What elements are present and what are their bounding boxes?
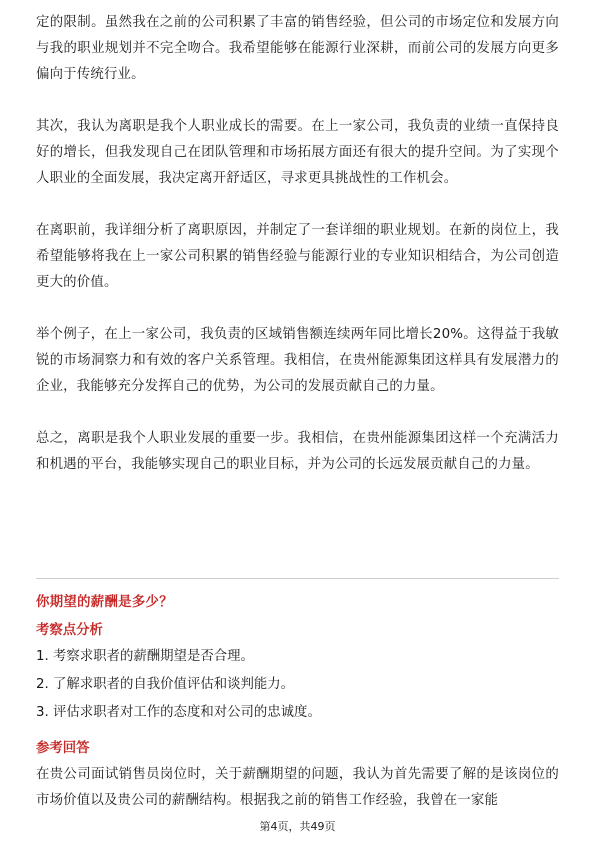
answer-text: 在贵公司面试销售员岗位时，关于薪酬期望的问题，我认为首先需要了解的是该岗位的市场价值以及贵公司的薪酬结构。根据我之前的销售工作经验，我曾在一家能: [36, 767, 559, 808]
page-footer: 第4页，共49页: [259, 820, 336, 833]
list-item: 2. 了解求职者的自我价值评估和谈判能力。: [36, 677, 295, 692]
paragraph: 其次，我认为离职是我个人职业成长的需要。在上一家公司，我负责的业绩一直保持良好的增长，但我发现自己在团队管理和市场拓展方面还有很大的提升空间。为了实现个人职业的全面发展，我决定离开舒适区，寻求更具挑战性的工作机会。: [36, 119, 559, 186]
paragraph: 举个例子，在上一家公司，我负责的区域销售额连续两年同比增长20%。这得益于我敏锐的市场洞察力和有效的客户关系管理。我相信，在贵州能源集团这样具有发展潜力的企业，我能够充分发挥自己的优势，为公司的发展贡献自己的力量。: [36, 327, 559, 394]
list-item: 1. 考察求职者的薪酬期望是否合理。: [36, 649, 254, 664]
analysis-list: [36, 644, 559, 728]
reference-heading: 参考回答: [36, 741, 90, 756]
section-divider: [36, 578, 559, 579]
paragraph: 总之，离职是我个人职业发展的重要一步。我相信，在贵州能源集团这样一个充满活力和机遇的平台，我能够实现自己的职业目标，并为公司的长远发展贡献自己的力量。: [36, 431, 559, 472]
paragraph: 在离职前，我详细分析了离职原因，并制定了一套详细的职业规划。在新的岗位上，我希望能够将我在上一家公司积累的销售经验与能源行业的专业知识相结合，为公司创造更大的价值。: [36, 223, 559, 290]
list-item: 3. 评估求职者对工作的态度和对公司的忠诚度。: [36, 705, 321, 720]
paragraph: 定的限制。虽然我在之前的公司积累了丰富的销售经验，但公司的市场定位和发展方向与我的职业规划并不完全吻合。我希望能够在能源行业深耕，而前公司的发展方向更多偏向于传统行业。: [36, 15, 559, 82]
analysis-heading: 考察点分析: [36, 623, 103, 638]
question-title: 你期望的薪酬是多少？: [36, 595, 173, 610]
body-text: [36, 10, 559, 478]
reference-answer: [36, 762, 559, 814]
